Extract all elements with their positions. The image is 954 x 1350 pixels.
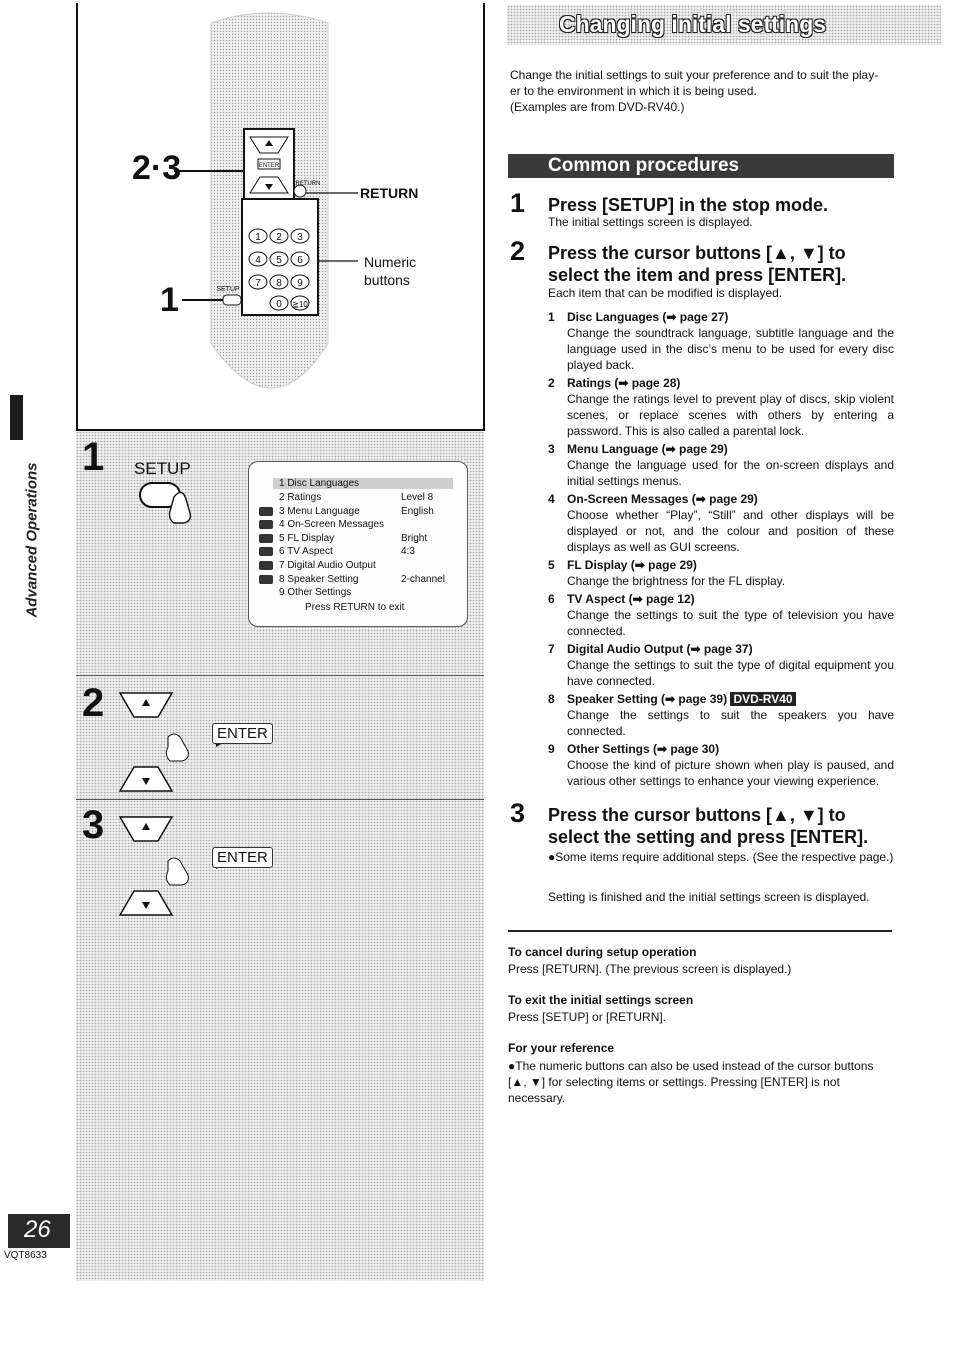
list-item: 8 Speaker Setting (➡ page 39) DVD-RV40 Change the settings to suit the speakers you have connected. (548, 692, 894, 738)
step-3-number: 3 (82, 803, 105, 847)
list-item: 9 Other Settings (➡ page 30) Choose the kind of picture shown when play is paused, and various other settings to enhance your viewing experience. (548, 742, 894, 788)
common-procedures-heading: Common procedures (508, 154, 894, 178)
steps-illustration-panel (76, 431, 484, 1281)
reference-note-heading: For your reference (508, 1041, 615, 1055)
model-badge: DVD-RV40 (730, 692, 795, 706)
step-2-heading: Press the cursor buttons [▲, ▼] to select the item and press [ENTER]. (548, 243, 847, 285)
divider (76, 675, 484, 676)
callout-step-2-3: 2·3 (132, 149, 182, 187)
return-callout-label: RETURN (360, 185, 419, 201)
svg-text:0: 0 (276, 299, 282, 310)
exit-note-text: Press [SETUP] or [RETURN]. (508, 1010, 667, 1024)
step-3-heading: Press the cursor buttons [▲, ▼] to select the setting and press [ENTER]. (548, 805, 869, 847)
page-title: Changing initial settings (559, 11, 827, 37)
menu-row-8[interactable]: 8 Speaker Setting 2-channel (279, 574, 459, 585)
divider (76, 799, 484, 800)
menu-row-6[interactable]: 6 TV Aspect 4:3 (279, 546, 459, 557)
section-label: Advanced Operations (23, 462, 41, 618)
divider (508, 930, 892, 932)
step-3-text-2: Setting is finished and the initial settings screen is displayed. (548, 890, 870, 904)
menu-row-1[interactable]: 1 Disc Languages (273, 478, 453, 489)
setup-button-press-icon (136, 479, 206, 529)
enter-key-step-2: ENTER (212, 723, 273, 744)
menu-row-7[interactable]: 7 Digital Audio Output (279, 560, 459, 571)
list-item: 6 TV Aspect (➡ page 12) Change the settings to suit the type of television you have connected. (548, 592, 894, 638)
remote-illustration-frame (76, 3, 485, 431)
svg-text:9: 9 (297, 278, 303, 289)
list-item: 2 Ratings (➡ page 28) Change the ratings level to prevent play of discs, skip violent scenes, or replace scenes with others by entering a password. This is also called a parental lock. (548, 376, 894, 438)
list-item: 7 Digital Audio Output (➡ page 37) Change the settings to suit the type of digital equipment you have connected. (548, 642, 894, 688)
setup-label: SETUP (134, 459, 191, 478)
cancel-note-heading: To cancel during setup operation (508, 945, 697, 959)
menu-row-2[interactable]: 2 Ratings Level 8 (279, 492, 434, 503)
step-1-heading: Press [SETUP] in the stop mode. (548, 195, 829, 215)
step-3-number: 3 (510, 798, 526, 828)
list-item: 3 Menu Language (➡ page 29) Change the language used for the on-screen displays and initial settings menus. (548, 442, 894, 488)
menu-icon (259, 520, 273, 529)
menu-row-9[interactable]: 9 Other Settings (279, 587, 352, 598)
svg-text:8: 8 (276, 278, 282, 289)
reference-note-text: ●The numeric buttons can also be used instead of the cursor buttons [▲, ▼] for selecting items or settings. Pressing [ENTER] is not necessary. (508, 1059, 874, 1105)
remote-control-illustration (78, 3, 483, 429)
svg-text:SETUP: SETUP (216, 286, 240, 293)
model-code: VQT8633 (4, 1250, 47, 1261)
exit-note-heading: To exit the initial settings screen (508, 993, 694, 1007)
svg-text:6: 6 (297, 255, 303, 266)
menu-icon (259, 507, 273, 516)
step-1-number: 1 (82, 435, 105, 479)
svg-text:ENTER: ENTER (258, 163, 280, 169)
step-2-number: 2 (82, 681, 105, 725)
step-1-text: The initial settings screen is displayed. (548, 215, 753, 229)
setup-button (223, 295, 241, 305)
menu-icon (259, 534, 273, 543)
svg-text:5: 5 (276, 255, 282, 266)
svg-text:1: 1 (255, 232, 261, 243)
intro-text: Change the initial settings to suit your preference and to suit the play- er to the environment in which it is being used. (Examples are from DVD-RV40.) (510, 68, 879, 114)
svg-text:3: 3 (297, 232, 303, 243)
section-tab-marker (10, 395, 23, 440)
svg-text:4: 4 (255, 255, 261, 266)
settings-item-list (548, 309, 894, 791)
svg-text:RETURN: RETURN (295, 181, 321, 187)
cancel-note-text: Press [RETURN]. (The previous screen is displayed.) (508, 962, 792, 976)
step-1-number: 1 (510, 188, 526, 218)
svg-text:≧10: ≧10 (292, 300, 308, 309)
menu-row-3[interactable]: 3 Menu Language English (279, 506, 459, 517)
initial-settings-menu (248, 461, 468, 627)
list-item: 4 On-Screen Messages (➡ page 29) Choose whether “Play”, “Still” and other displays will be displayed or not, and the colour and position of these displays as well as GUI screens. (548, 492, 894, 554)
enter-key-step-3: ENTER (212, 847, 273, 868)
menu-row-4[interactable]: 4 On-Screen Messages (279, 519, 459, 530)
page-number: 26 (8, 1214, 70, 1248)
step-2-text: Each item that can be modified is displayed. (548, 286, 783, 300)
title-bar (507, 5, 941, 45)
menu-icon (259, 547, 273, 556)
menu-icon (259, 561, 273, 570)
step-2-number: 2 (510, 236, 526, 266)
list-item: 5 FL Display (➡ page 29) Change the brightness for the FL display. (548, 558, 786, 588)
menu-footer: Press RETURN to exit (305, 602, 405, 613)
svg-text:2: 2 (276, 232, 282, 243)
step-3-text-1: ●Some items require additional steps. (See the respective page.) (548, 850, 894, 864)
list-item: 1 Disc Languages (➡ page 27) Change the soundtrack language, subtitle language and the language used in the disc’s menu to be used for every disc played back. (548, 310, 894, 372)
callout-step-1: 1 (160, 281, 179, 319)
svg-text:7: 7 (255, 278, 261, 289)
menu-row-5[interactable]: 5 FL Display Bright (279, 533, 459, 544)
menu-icon (259, 575, 273, 584)
numeric-buttons-callout: Numeric buttons (364, 254, 417, 288)
